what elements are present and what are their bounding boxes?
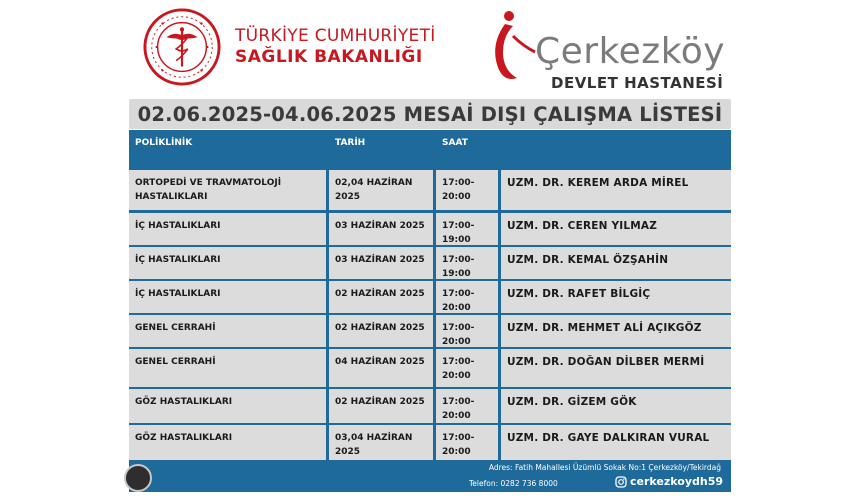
footer: [129, 460, 731, 492]
table-row: [129, 425, 731, 460]
doctor-cell: UZM. DR. RAFET BİLGİÇ: [501, 281, 731, 313]
time-cell: 17:00-20:00: [436, 349, 498, 387]
schedule-title: 02.06.2025-04.06.2025 MESAİ DIŞI ÇALIŞMA LİSTESİ: [137, 102, 723, 126]
doctor-cell: UZM. DR. KEMAL ÖZŞAHİN: [501, 247, 731, 279]
ministry-name: [235, 26, 436, 68]
header-clinic: POLİKLİNİK: [135, 138, 193, 148]
ministry-seal-logo: [143, 8, 221, 86]
date-cell: 02 HAZİRAN 2025: [329, 315, 433, 347]
table-row: [129, 170, 731, 210]
date-cell: 03,04 HAZİRAN 2025: [329, 425, 433, 460]
instagram-handle[interactable]: [615, 475, 723, 488]
header-date: TARİH: [335, 138, 366, 148]
table-header: [129, 130, 731, 170]
doctor-cell: UZM. DR. MEHMET ALİ AÇIKGÖZ: [501, 315, 731, 347]
instagram-icon: [615, 476, 627, 488]
table-row: [129, 213, 731, 245]
clinic-cell: İÇ HASTALIKLARI: [129, 213, 326, 245]
title-band: [129, 99, 731, 129]
time-cell: 17:00-20:00: [436, 315, 498, 347]
date-cell: 03 HAZİRAN 2025: [329, 213, 433, 245]
doctor-cell: UZM. DR. DOĞAN DİLBER MERMİ: [501, 349, 731, 387]
schedule-table: [129, 130, 731, 460]
hospital-name: Çerkezköy: [535, 31, 726, 72]
header-time: SAAT: [442, 138, 468, 148]
clinic-cell: İÇ HASTALIKLARI: [129, 281, 326, 313]
time-cell: 17:00-19:00: [436, 213, 498, 245]
doctor-cell: UZM. DR. GİZEM GÖK: [501, 389, 731, 423]
doctor-cell: UZM. DR. CEREN YILMAZ: [501, 213, 731, 245]
doctor-cell: UZM. DR. KEREM ARDA MİREL: [501, 170, 731, 210]
date-cell: 04 HAZİRAN 2025: [329, 349, 433, 387]
time-cell: 17:00-20:00: [436, 281, 498, 313]
clinic-cell: GENEL CERRAHİ: [129, 315, 326, 347]
address-text: Adres: Fatih Mahallesi Üzümlü Sokak No:1 Çerkezköy/Tekirdağ: [488, 463, 721, 472]
clinic-cell: GÖZ HASTALIKLARI: [129, 389, 326, 423]
table-row: [129, 281, 731, 313]
date-cell: 02 HAZİRAN 2025: [329, 389, 433, 423]
profile-avatar[interactable]: [124, 464, 152, 492]
ministry-line-2: SAĞLIK BAKANLIĞI: [235, 47, 423, 67]
time-cell: 17:00-20:00: [436, 389, 498, 423]
hospital-subtitle: DEVLET HASTANESİ: [551, 74, 724, 92]
time-cell: 17:00-20:00: [436, 170, 498, 210]
table-row: [129, 349, 731, 387]
clinic-cell: GENEL CERRAHİ: [129, 349, 326, 387]
instagram-label: cerkezkoydh59: [630, 475, 724, 488]
date-cell: 02 HAZİRAN 2025: [329, 281, 433, 313]
header-doctor: [501, 130, 731, 170]
date-cell: 03 HAZİRAN 2025: [329, 247, 433, 279]
poster: [121, 4, 739, 492]
clinic-cell: ORTOPEDİ VE TRAVMATOLOJİ HASTALIKLARI: [129, 170, 326, 210]
date-cell: 02,04 HAZİRAN 2025: [329, 170, 433, 210]
phone-text: Telefon: 0282 736 8000: [469, 479, 558, 488]
table-row: [129, 389, 731, 423]
clinic-cell: GÖZ HASTALIKLARI: [129, 425, 326, 460]
table-row: [129, 315, 731, 347]
time-cell: 17:00-20:00: [436, 425, 498, 460]
doctor-cell: UZM. DR. GAYE DALKIRAN VURAL: [501, 425, 731, 460]
ministry-line-1: TÜRKİYE CUMHURİYETİ: [235, 26, 436, 46]
clinic-cell: İÇ HASTALIKLARI: [129, 247, 326, 279]
time-cell: 17:00-19:00: [436, 247, 498, 279]
table-row: [129, 247, 731, 279]
